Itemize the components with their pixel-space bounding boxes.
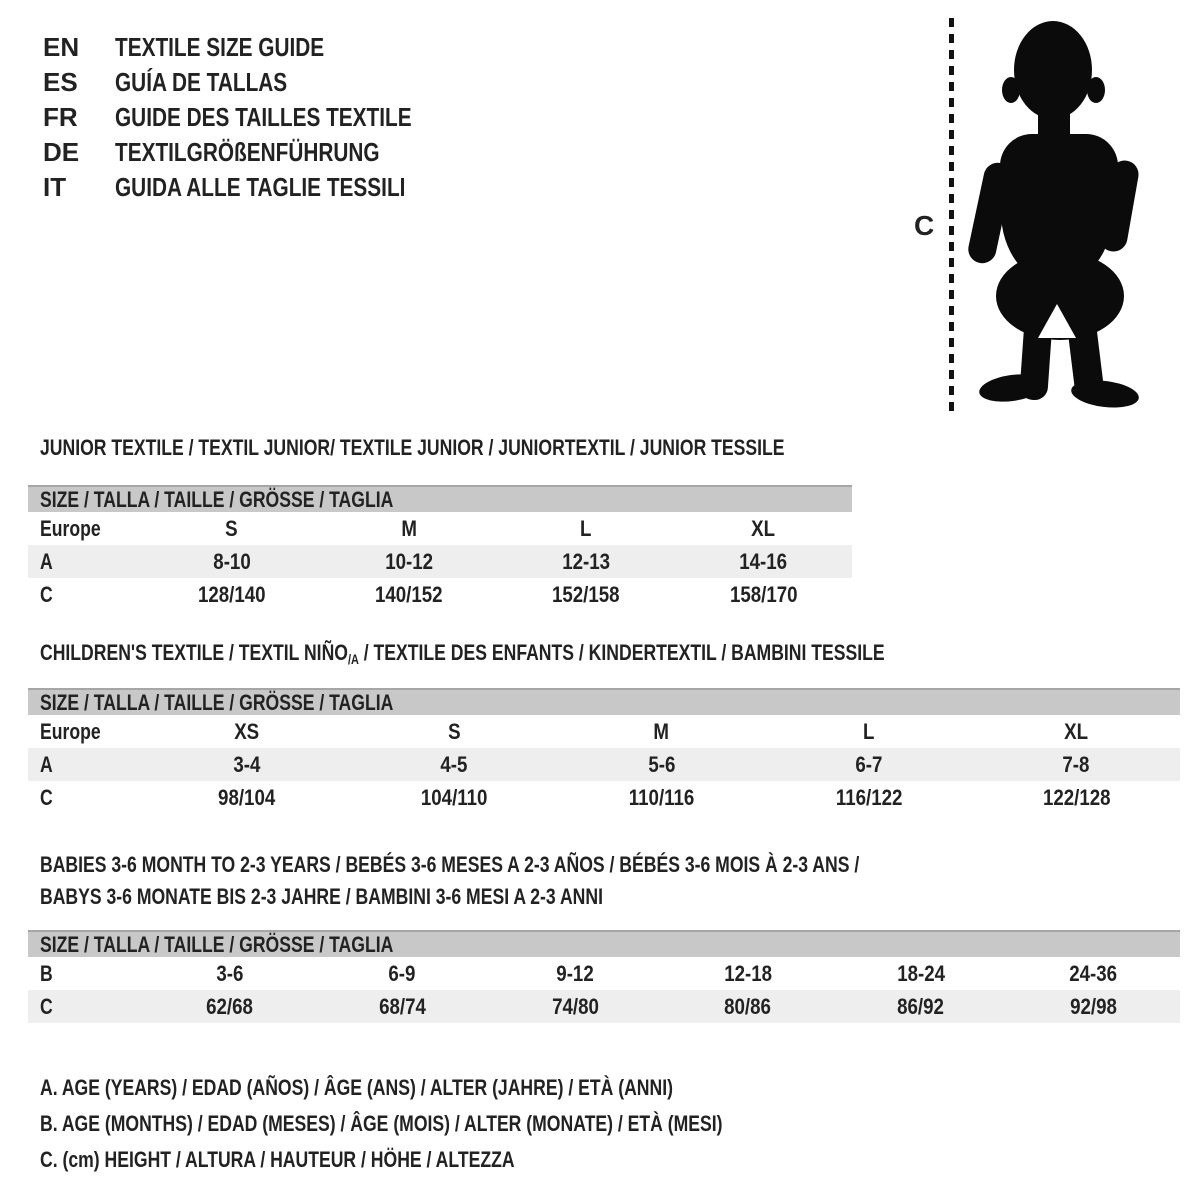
children-section-title: CHILDREN'S TEXTILE / TEXTIL NIÑO/A / TEXTILE DES ENFANTS / KINDERTEXTIL / BAMBINI TESSILE (40, 640, 885, 667)
table-row-height (28, 781, 1180, 814)
size-table-header: SIZE / TALLA / TAILLE / GRÖSSE / TAGLIA (28, 688, 1180, 715)
row-label: Europe (40, 718, 101, 744)
lang-title: GUÍA DE TALLAS (115, 67, 288, 97)
size-table-header: SIZE / TALLA / TAILLE / GRÖSSE / TAGLIA (28, 485, 852, 512)
table-cell: 12-13 (562, 548, 611, 574)
row-label: C (40, 784, 53, 810)
table-cell: 62/68 (206, 993, 253, 1019)
row-label: A (40, 751, 53, 777)
table-cell: 5-6 (647, 751, 676, 777)
height-measure-label: C (914, 210, 935, 241)
table-cell: 24-36 (1069, 960, 1118, 986)
table-cell: 140/152 (375, 581, 443, 607)
table-cell: 92/98 (1070, 993, 1117, 1019)
row-label: B (40, 960, 53, 986)
children-size-table (28, 688, 1180, 814)
table-cell: 104/110 (420, 784, 488, 810)
lang-row-fr (43, 100, 486, 135)
lang-title: TEXTILE SIZE GUIDE (115, 32, 325, 62)
lang-row-en (43, 30, 486, 65)
table-row-age (28, 748, 1180, 781)
table-cell: 152/158 (552, 581, 620, 607)
table-cell: 6-9 (388, 960, 416, 986)
junior-section-title: JUNIOR TEXTILE / TEXTIL JUNIOR/ TEXTILE JUNIOR / JUNIORTEXTIL / JUNIOR TESSILE (40, 435, 785, 460)
row-label: A (40, 548, 53, 574)
lang-row-de (43, 135, 486, 170)
lang-code: DE (43, 137, 80, 167)
lang-code: IT (43, 172, 67, 202)
table-cell: 128/140 (197, 581, 266, 607)
table-cell: S (225, 515, 238, 541)
table-cell: 14-16 (739, 548, 788, 574)
row-label: C (40, 993, 53, 1019)
table-cell: 4-5 (440, 751, 468, 777)
language-title-list (43, 30, 486, 205)
table-row-europe (28, 512, 852, 545)
table-row-height (28, 990, 1180, 1023)
table-cell: 18-24 (896, 960, 945, 986)
lang-title: TEXTILGRÖßENFÜHRUNG (115, 137, 380, 167)
row-label: Europe (40, 515, 101, 541)
table-cell: M (401, 515, 417, 541)
lang-title: GUIDA ALLE TAGLIE TESSILI (115, 172, 406, 202)
table-cell: 68/74 (378, 993, 426, 1019)
table-cell: S (447, 718, 461, 744)
table-cell: 9-12 (556, 960, 594, 986)
table-cell: 80/86 (724, 993, 772, 1019)
footnote-legend (40, 1070, 893, 1178)
lang-code: ES (43, 67, 78, 97)
table-cell: 12-18 (723, 960, 772, 986)
table-row-europe (28, 715, 1180, 748)
table-cell: 74/80 (551, 993, 599, 1019)
table-cell: 86/92 (897, 993, 945, 1019)
lang-code: FR (43, 102, 78, 132)
table-cell: XS (234, 718, 260, 744)
table-cell: 3-6 (215, 960, 243, 986)
lang-row-es (43, 65, 486, 100)
table-row-months (28, 957, 1180, 990)
footnote-a: A. AGE (YEARS) / EDAD (AÑOS) / ÂGE (ANS) / ALTER (JAHRE) / ETÀ (ANNI) (40, 1075, 673, 1100)
babies-section-title: BABIES 3-6 MONTH TO 2-3 YEARS / BEBÉS 3-6 MESES A 2-3 AÑOS / BÉBÉS 3-6 MOIS À 2-3 ANS / BABYS 3-6 MONATE BIS 2-3 JAHRE / BAMBINI 3-6 MESI A 2-3 ANNI (40, 852, 860, 909)
lang-row-it (43, 170, 486, 205)
table-cell: XL (1064, 718, 1089, 744)
table-cell: 6-7 (855, 751, 883, 777)
table-cell: XL (751, 515, 776, 541)
table-cell: L (863, 718, 875, 744)
table-cell: 158/170 (729, 581, 798, 607)
lang-code: EN (43, 32, 80, 62)
table-cell: 3-4 (233, 751, 261, 777)
table-cell: 10-12 (384, 548, 433, 574)
table-cell: 98/104 (218, 784, 276, 810)
toddler-silhouette-icon (968, 16, 1145, 411)
table-cell: M (653, 718, 670, 744)
table-cell: 116/122 (835, 784, 903, 810)
babies-size-table (28, 930, 1180, 1023)
height-measure-dashed-line (949, 18, 954, 418)
junior-size-table (28, 485, 852, 611)
size-table-header: SIZE / TALLA / TAILLE / GRÖSSE / TAGLIA (28, 930, 1180, 957)
row-label: C (40, 581, 53, 607)
footnote-c: C. (cm) HEIGHT / ALTURA / HAUTEUR / HÖHE / ALTEZZA (40, 1147, 515, 1172)
table-cell: 110/116 (628, 784, 695, 810)
footnote-b: B. AGE (MONTHS) / EDAD (MESES) / ÂGE (MOIS) / ALTER (MONATE) / ETÀ (MESI) (40, 1111, 723, 1136)
table-row-height (28, 578, 852, 611)
table-cell: 8-10 (212, 548, 251, 574)
nino-a-subscript: /A (347, 651, 359, 667)
table-cell: 7-8 (1062, 751, 1090, 777)
table-cell: L (580, 515, 592, 541)
lang-title: GUIDE DES TAILLES TEXTILE (115, 102, 412, 132)
table-row-age (28, 545, 852, 578)
table-cell: 122/128 (1042, 784, 1111, 810)
